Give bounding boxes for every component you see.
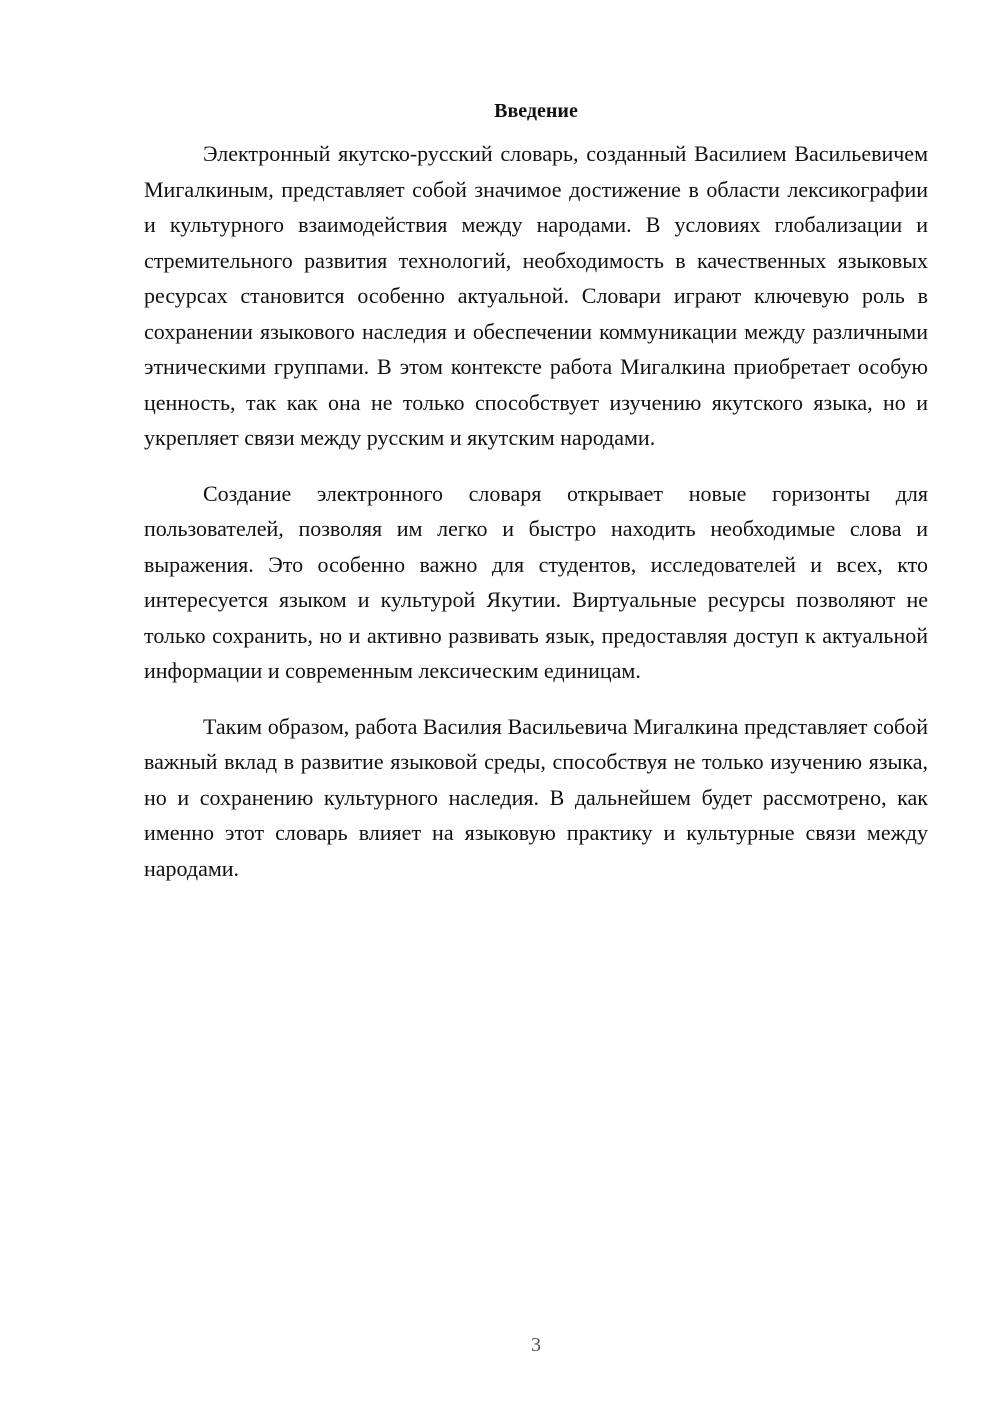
paragraph-3: Таким образом, работа Василия Васильевича Мигалкина представляет собой важный вклад в развитие языковой среды, способствуя не только изучению языка, но и сохранению культурного наследия. В дальнейшем будет рассмотрено, как именно этот словарь влияет на языковую практику и культурные связи между народами.	[144, 713, 928, 881]
document-body	[144, 96, 928, 886]
paragraph-1: Электронный якутско-русский словарь, созданный Василием Васильевичем Мигалкиным, представляет собой значимое достижение в области лексикографии и культурного взаимодействия между народами. В условиях глобализации и стремительного развития технологий, необходимость в качественных языковых ресурсах становится особенно актуальной. Словари играют ключевую роль в сохранении языкового наследия и обеспечении коммуникации между различными этническими группами. В этом контексте работа Мигалкина приобретает особую ценность, так как она не только способствует изучению якутского языка, но и укрепляет связи между русским и якутским народами.	[144, 141, 928, 450]
paragraph-2: Создание электронного словаря открывает новые горизонты для пользователей, позволяя им легко и быстро находить необходимые слова и выражения. Это особенно важно для студентов, исследователей и всех, кто интересуется языком и культурой Якутии. Виртуальные ресурсы позволяют не только сохранить, но и активно развивать язык, предоставляя доступ к актуальной информации и современным лексическим единицам.	[144, 480, 928, 683]
page-number: 3	[531, 1334, 541, 1356]
document-title: Введение	[494, 100, 578, 122]
